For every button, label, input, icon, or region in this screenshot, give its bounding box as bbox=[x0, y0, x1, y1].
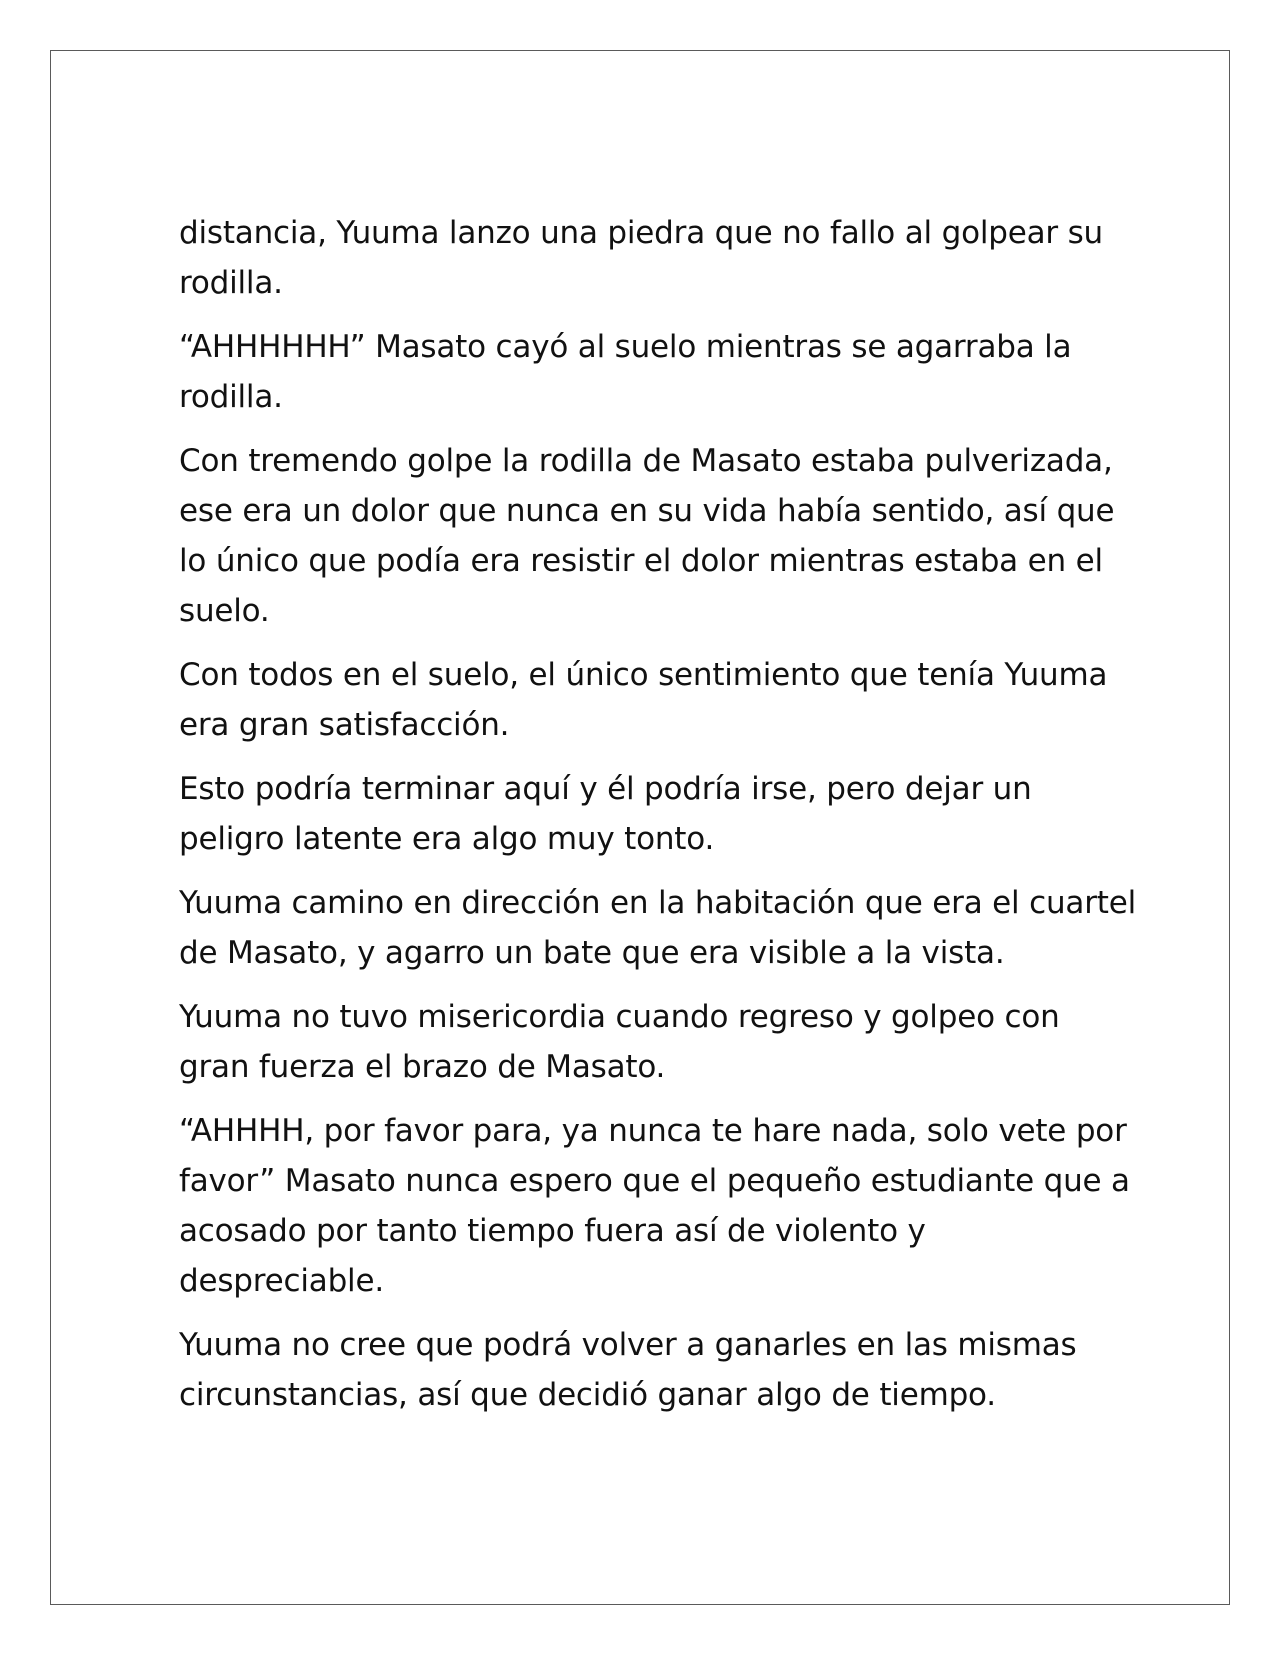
paragraph: Yuuma camino en dirección en la habitación que era el cuartel de Masato, y agarro un bate que era visible a la vista. bbox=[179, 885, 1136, 971]
paragraph: Con tremendo golpe la rodilla de Masato estaba pulverizada, ese era un dolor que nunca en su vida había sentido, así que lo único que podía era resistir el dolor mientras estaba en el suelo. bbox=[179, 443, 1115, 629]
paragraph: “AHHHH, por favor para, ya nunca te hare nada, solo vete por favor” Masato nunca espero que el pequeño estudiante que a acosado por tanto tiempo fuera así de violento y despreciable. bbox=[179, 1113, 1130, 1299]
paragraph: Yuuma no tuvo misericordia cuando regreso y golpeo con gran fuerza el brazo de Masato. bbox=[179, 999, 1060, 1085]
paragraph: Yuuma no cree que podrá volver a ganarles en las mismas circunstancias, así que decidió ganar algo de tiempo. bbox=[179, 1327, 1077, 1413]
paragraph: Esto podría terminar aquí y él podría irse, pero dejar un peligro latente era algo muy tonto. bbox=[179, 771, 1032, 857]
paragraph: Con todos en el suelo, el único sentimiento que tenía Yuuma era gran satisfacción. bbox=[179, 657, 1108, 743]
document-page bbox=[50, 50, 1230, 1605]
paragraph: distancia, Yuuma lanzo una piedra que no fallo al golpear su rodilla. bbox=[179, 215, 1103, 301]
paragraph: “AHHHHHH” Masato cayó al suelo mientras se agarraba la rodilla. bbox=[179, 329, 1072, 415]
document-body bbox=[179, 208, 1139, 1434]
